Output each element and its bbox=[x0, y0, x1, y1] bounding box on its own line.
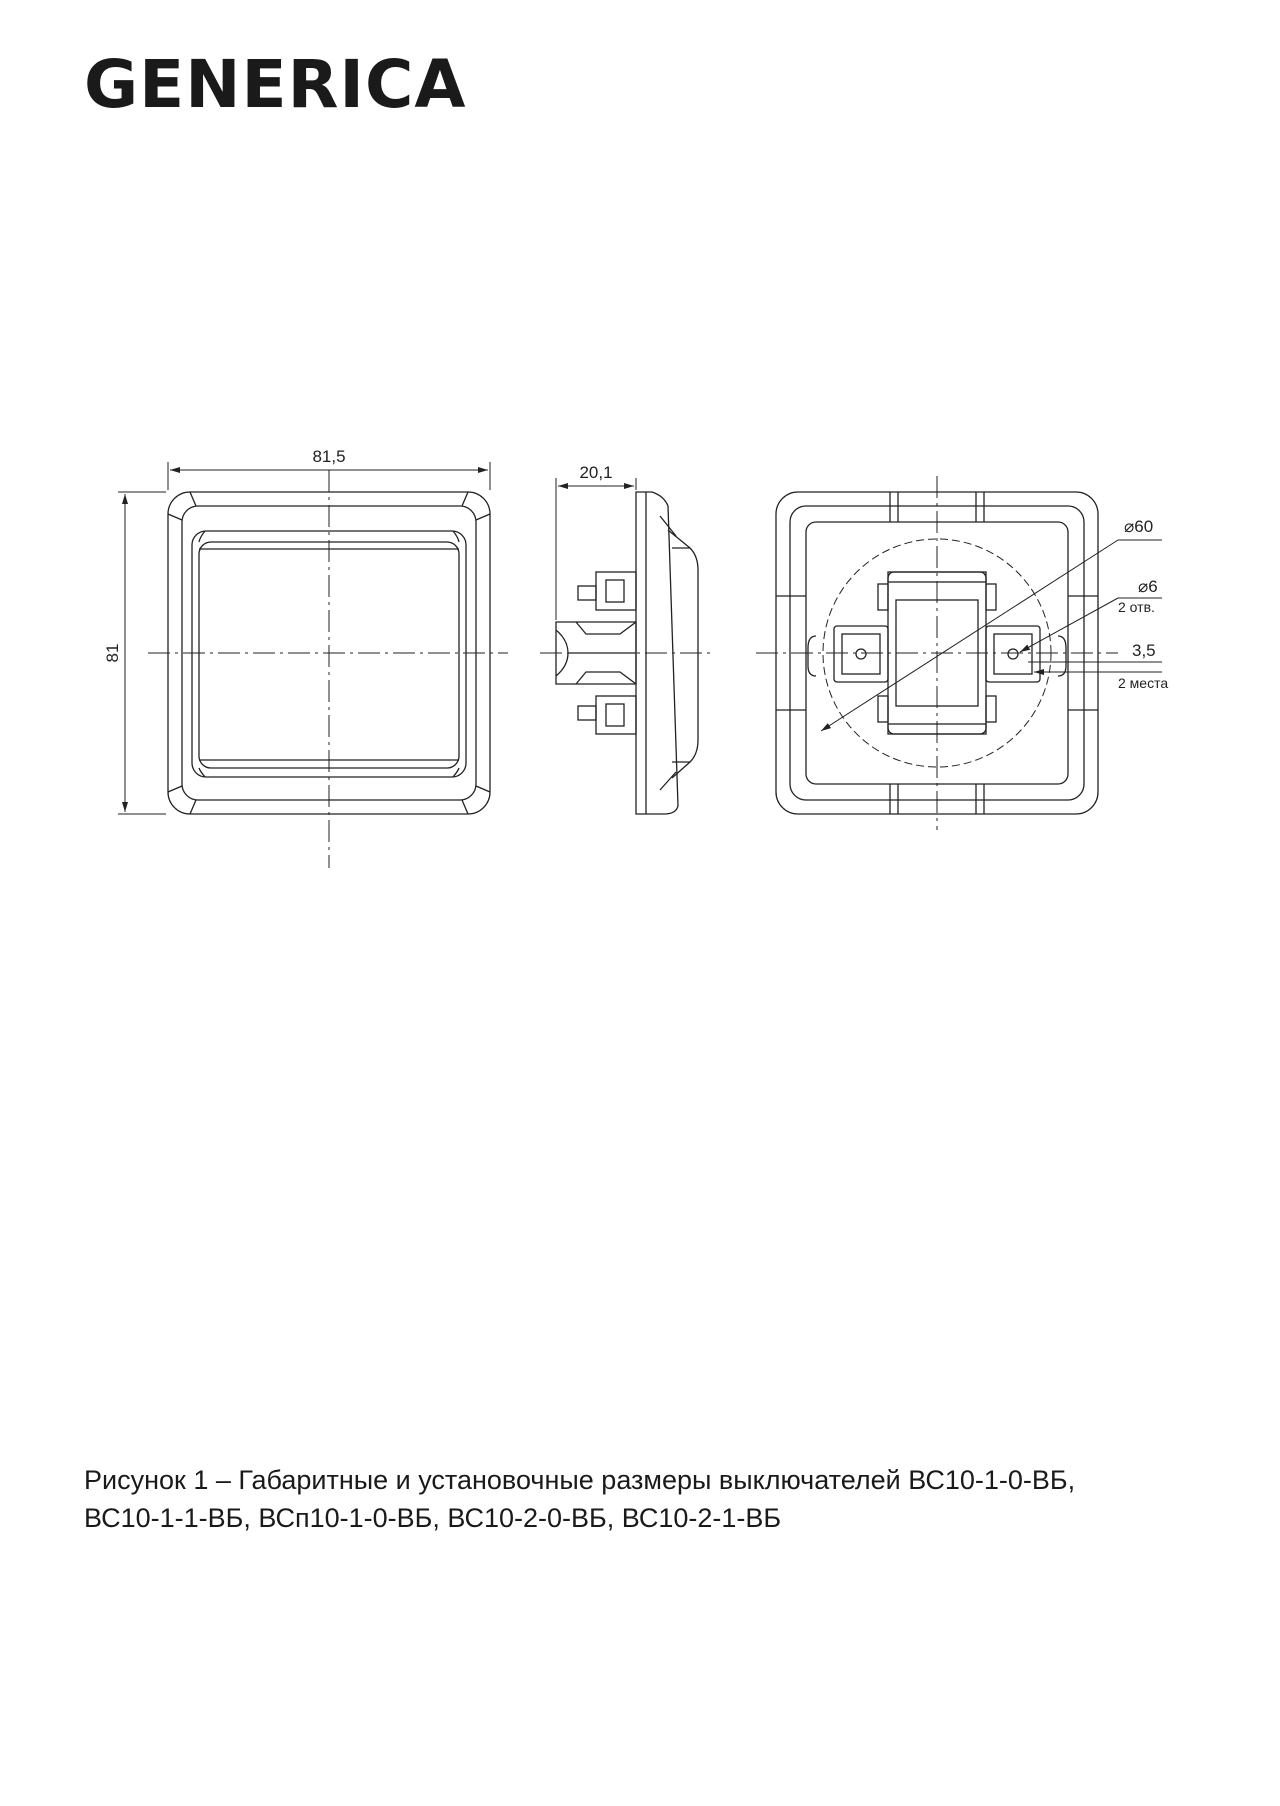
side-view bbox=[540, 478, 712, 814]
figure-caption bbox=[84, 1462, 1204, 1538]
rear-slot-count-label: 2 места bbox=[1118, 675, 1169, 691]
rear-slot-label: 3,5 bbox=[1132, 641, 1156, 660]
front-width-label: 81,5 bbox=[312, 447, 346, 466]
side-depth-label: 20,1 bbox=[579, 463, 613, 482]
rear-view bbox=[756, 476, 1162, 830]
rear-hole-diameter-label: ⌀6 bbox=[1138, 577, 1158, 596]
side-mechanism-upper-clamp bbox=[596, 572, 636, 610]
caption-line-2: ВС10-1-1-ВБ, ВСп10-1-0-ВБ, ВС10-2-0-ВБ, ВС10-2-1-ВБ bbox=[84, 1502, 782, 1533]
front-height-label: 81 bbox=[103, 643, 122, 663]
rear-hole-count-label: 2 отв. bbox=[1118, 599, 1155, 615]
rear-hole-leader bbox=[1020, 598, 1118, 652]
rear-diameter60-label: ⌀60 bbox=[1124, 517, 1154, 536]
rear-diameter60-dimension-line bbox=[821, 540, 1118, 731]
brand-logo: GENERICA bbox=[84, 46, 467, 123]
front-view bbox=[118, 462, 508, 868]
caption-line-1: Рисунок 1 – Габаритные и установочные размеры выключателей ВС10-1-0-ВБ, bbox=[84, 1465, 1076, 1495]
side-mechanism-lower-clamp bbox=[596, 696, 636, 734]
